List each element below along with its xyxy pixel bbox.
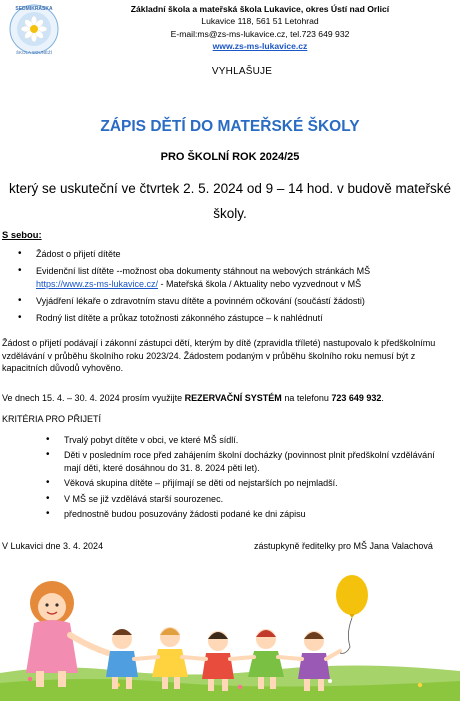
school-contact: E-mail:ms@zs-ms-lukavice.cz, tel.723 649 932 [170,28,350,39]
page-title: ZÁPIS DĚTÍ DO MATEŘSKÉ ŠKOLY [100,118,360,135]
bring-item-doctor-statement: • Vyjádření lékaře o zdravotním stavu dítěte a povinném očkování (součástí žádosti) [36,295,456,308]
criteria-heading: KRITÉRIA PRO PŘIJETÍ [2,414,102,424]
school-logo [4,2,64,58]
reservation-system-label: REZERVAČNÍ SYSTÉM [184,393,282,403]
criteria-item: • V MŠ se již vzdělává starší sourozenec. [64,493,454,506]
bring-item-application: • Žádost o přijetí dítěte [36,248,456,261]
reservation-paragraph: Ve dnech 15. 4. – 30. 4. 2024 prosím využijte REZERVAČNÍ SYSTÉM na telefonu 723 649 932. [2,393,384,403]
kindergarten-website-link[interactable]: https://www.zs-ms-lukavice.cz/ [36,278,159,289]
criteria-item: • přednostně budou posuzovány žádosti podané ke dni zápisu [64,508,454,521]
criteria-item: • Děti v posledním roce před zahájením školní docházky (povinnost plnit předškolní vzdělávání mají děti, které dosáhnou do 31. 8. 2024 pěti let). [64,449,454,474]
place-date: V Lukavici dne 3. 4. 2024 [2,541,104,551]
svg-text:SEDMIKRÁSKA: SEDMIKRÁSKA [15,6,53,12]
balloon-icon [336,575,368,653]
application-paragraph: Žádost o přijetí podávají i zákonní zástupci dětí, kterým by dítě (zpravidla tříleté) nastupovalo k předškolnímu vzdělávání v průběhu školního roku 2023/24. Žádostem podaným v průběhu školního roku nemusí být z kapacitních důvodů vyhověno. [2,338,436,374]
announce-text: VYHLAŠUJE [211,66,273,77]
criteria-item: • Trvalý pobyt dítěte v obci, ve které MŠ sídlí. [64,434,454,447]
criteria-item: • Věková skupina dítěte – přijímají se děti od nejstarších po nejmladší. [64,477,454,490]
school-header [60,3,460,53]
school-address: Lukavice 118, 561 51 Letohrad [201,16,319,27]
bring-heading: S sebou: [2,229,42,240]
school-name: Základní škola a mateřská škola Lukavice, okres Ústí nad Orlicí [130,4,390,14]
signer: zástupkyně ředitelky pro MŠ Jana Valachová [254,541,433,551]
bring-item-evidence-sheet: • Evidenční list dítěte --možnost oba dokumenty stáhnout na webových stránkách MŠ https://www.zs-ms-lukavice.cz/ - Mateřská škola / Aktuality nebo vyzvednout v MŠ [36,265,456,290]
criteria-list [64,434,454,524]
children-illustration [0,555,460,701]
reservation-phone[interactable]: 723 649 932 [331,393,382,403]
enrollment-date-line: který se uskuteční ve čtvrtek 2. 5. 2024 od 9 – 14 hod. v budově mateřské školy. [9,181,451,221]
bring-list [36,248,456,329]
school-year-subtitle: PRO ŠKOLNÍ ROK 2024/25 [160,151,300,163]
svg-text:ŠKOLA SOUNĚŽÍ: ŠKOLA SOUNĚŽÍ [15,50,53,55]
school-web-link[interactable]: www.zs-ms-lukavice.cz [212,41,308,52]
bring-item-birth-certificate: • Rodný list dítěte a průkaz totožnosti zákonného zástupce – k nahlédnutí [36,312,456,325]
